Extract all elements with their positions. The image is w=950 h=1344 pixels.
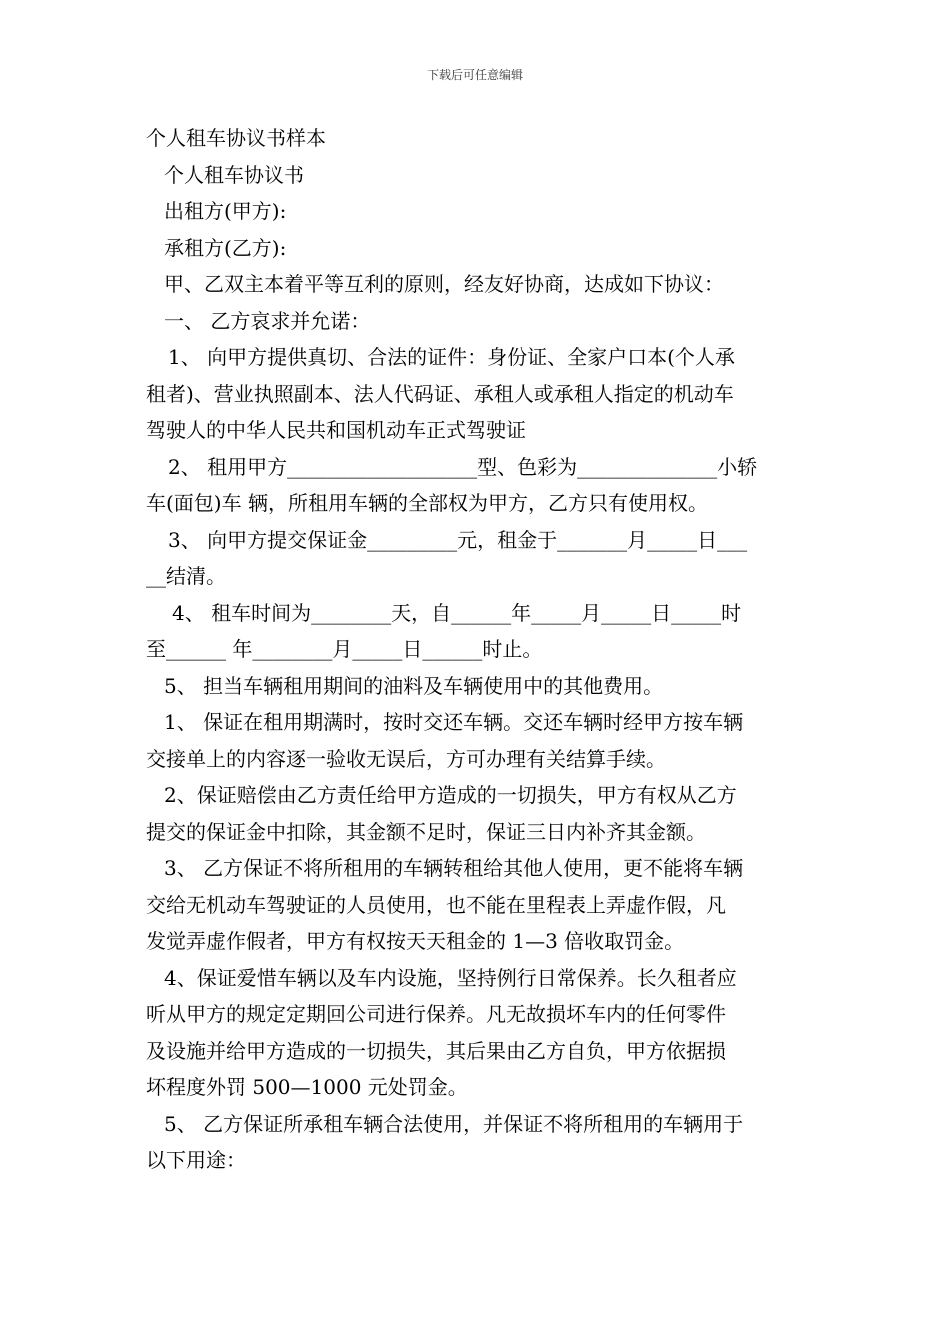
text-line: 以下用途： (146, 1148, 246, 1172)
text-line: 3、 乙方保证不将所租用的车辆转租给其他人使用，更不能将车辆 (164, 856, 744, 880)
text-line: 1、 向甲方提供真切、合法的证件：身份证、全家户口本(个人承 (168, 345, 735, 369)
text-line: 一、 乙方哀求并允诺： (164, 308, 371, 333)
document-title: 个人租车协议书样本 (146, 126, 326, 150)
text-line: 甲、乙双主本着平等互利的原则，经友好协商，达成如下协议： (164, 272, 724, 296)
text-line: 交接单上的内容逐一验收无误后，方可办理有关结算手续。 (146, 746, 666, 771)
header-note: 下载后可任意编辑 (426, 68, 523, 82)
text-line: 个人租车协议书 (164, 162, 304, 187)
text-line: 驾驶人的中华人民共和国机动车正式驾驶证 (146, 418, 526, 442)
text-line: 及设施并给甲方造成的一切损失，其后果由乙方自负，甲方依据损 (146, 1038, 726, 1063)
text-line: 2、 租用甲方___________________型、色彩为______________小轿 (168, 454, 758, 479)
text-line: 车(面包)车 辆，所租用车辆的全部权为甲方，乙方只有使用权。 (146, 491, 708, 515)
text-line: 坏程度外罚 500—1000 元处罚金。 (146, 1075, 468, 1099)
text-line: 发觉弄虚作假者，甲方有权按天天租金的 1—3 倍收取罚金。 (146, 929, 685, 953)
text-line: 4、保证爱惜车辆以及车内设施，坚持例行日常保养。长久租者应 (164, 965, 737, 990)
text-line: 提交的保证金中扣除，其金额不足时，保证三日内补齐其金额。 (146, 819, 706, 844)
text-line: 至______ 年________月_____日______时止。 (146, 637, 543, 661)
text-line: __结清。 (146, 564, 226, 588)
text-line: 3、 向甲方提交保证金_________元，租金于_______月_____日___ (168, 527, 748, 552)
text-line: 5、 担当车辆租用期间的油料及车辆使用中的其他费用。 (164, 673, 664, 698)
text-line: 4、 租车时间为________天，自______年_____月_____日_____时 (172, 600, 742, 625)
text-line: 承租方(乙方): (164, 235, 287, 260)
text-line: 2、保证赔偿由乙方责任给甲方造成的一切损失，甲方有权从乙方 (164, 783, 737, 807)
text-line: 交给无机动车驾驶证的人员使用，也不能在里程表上弄虚作假，凡 (146, 892, 726, 917)
text-line: 5、 乙方保证所承租车辆合法使用，并保证不将所租用的车辆用于 (164, 1111, 744, 1136)
text-line: 租者)、营业执照副本、法人代码证、承租人或承租人指定的机动车 (146, 381, 734, 406)
text-line: 1、 保证在租用期满时，按时交还车辆。交还车辆时经甲方按车辆 (164, 710, 744, 734)
document-body (146, 120, 810, 1179)
text-line: 听从甲方的规定定期回公司进行保养。凡无故损坏车内的任何零件 (146, 1002, 726, 1026)
text-line: 出租方(甲方): (164, 199, 287, 223)
